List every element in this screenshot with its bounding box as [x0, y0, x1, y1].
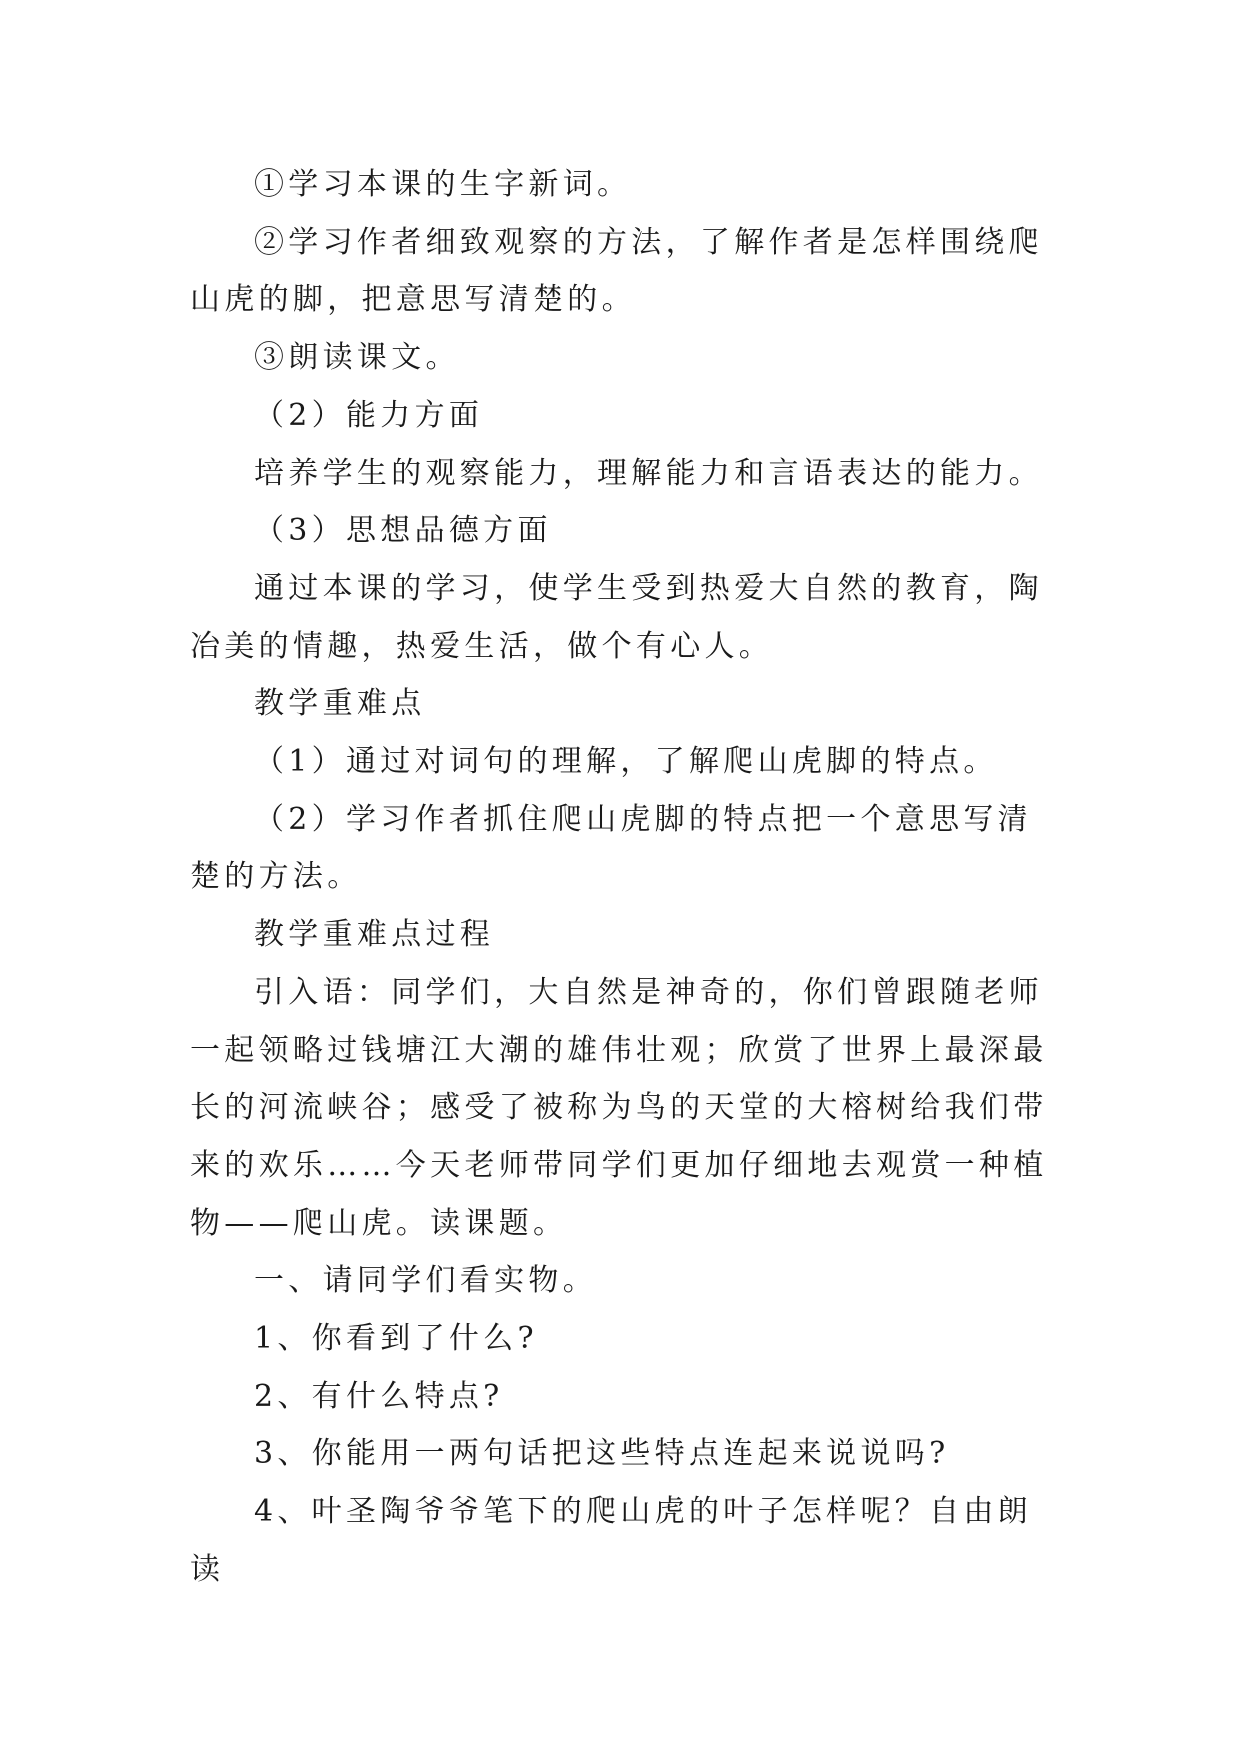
paragraph-introduction: 引入语：同学们，大自然是神奇的，你们曾跟随老师一起领略过钱塘江大潮的雄伟壮观；欣赏了世界上最深最长的河流峡谷；感受了被称为鸟的天堂的大榕树给我们带来的欢乐……今天老师带同学们更加仔细地去观赏一种植物——爬山虎。读课题。: [190, 974, 1048, 1241]
heading-step-1: 一、请同学们看实物。: [254, 1263, 597, 1299]
paragraph-objective-2: ②学习作者细致观察的方法，了解作者是怎样围绕爬山虎的脚，把意思写清楚的。: [190, 224, 1043, 318]
heading-moral: （3）思想品德方面: [254, 513, 552, 549]
list-item-question-2: 2、有什么特点?: [254, 1378, 504, 1414]
paragraph-ability: 培养学生的观察能力，理解能力和言语表达的能力。: [254, 455, 1043, 491]
document-body: [190, 156, 1050, 1599]
paragraph-objective-1: ①学习本课的生字新词。: [254, 167, 632, 202]
list-item-question-3: 3、你能用一两句话把这些特点连起来说说吗?: [254, 1436, 950, 1472]
paragraph-key-point-1: （1）通过对词句的理解，了解爬山虎脚的特点。: [254, 744, 998, 780]
paragraph-key-point-2: （2）学习作者抓住爬山虎脚的特点把一个意思写清楚的方法。: [190, 801, 1032, 895]
paragraph-moral: 通过本课的学习，使学生受到热爱大自然的教育，陶冶美的情趣，热爱生活，做个有心人。: [190, 570, 1043, 664]
heading-key-points: 教学重难点: [254, 686, 426, 722]
heading-process: 教学重难点过程: [254, 917, 495, 953]
heading-ability: （2）能力方面: [254, 397, 484, 433]
paragraph-objective-3: ③朗读课文。: [254, 340, 460, 376]
list-item-question-1: 1、你看到了什么?: [254, 1321, 538, 1357]
list-item-question-4: 4、叶圣陶爷爷笔下的爬山虎的叶子怎样呢？自由朗读: [190, 1494, 1032, 1587]
